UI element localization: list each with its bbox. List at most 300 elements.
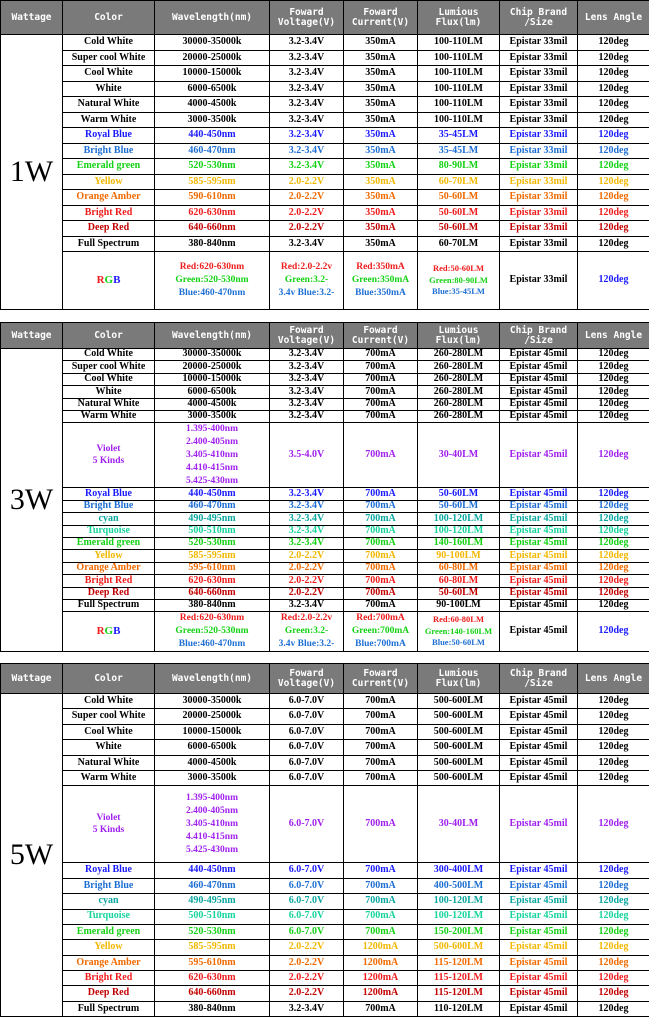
- cell-line: Green:80-90LM: [429, 274, 488, 285]
- table-row: [1, 562, 649, 574]
- header-text: Foward: [289, 667, 324, 679]
- rgb-lens-text: 120deg: [598, 625, 629, 637]
- cell-line: Green:520-530nm: [175, 275, 249, 286]
- color-cell: Bright Red: [63, 971, 155, 986]
- voltage-cell: 3.2-3.4V: [270, 159, 344, 175]
- flux-cell: 260-280LM: [418, 373, 500, 385]
- rgb-label: RGB: [96, 273, 121, 286]
- voltage-cell: 3.2-3.4V: [270, 112, 344, 128]
- cell-line: Green:700mA: [351, 626, 410, 637]
- header-text: Current(V): [351, 16, 410, 28]
- current-cell: 700mA: [344, 562, 418, 574]
- header-text: Flux(lm): [435, 677, 482, 689]
- cell-line: Blue:350mA: [355, 287, 406, 298]
- current-header: [344, 1, 418, 35]
- flux-cell: 100-110LM: [418, 97, 500, 113]
- chip-cell: Epistar 33mil: [500, 190, 578, 206]
- color-cell: Warm White: [63, 112, 155, 128]
- chip-cell: Epistar 45mil: [500, 423, 578, 488]
- wavelength-cell: 500-510nm: [155, 909, 270, 924]
- chip-cell: Epistar 33mil: [500, 143, 578, 159]
- wavelength-cell: 460-470nm: [155, 878, 270, 893]
- lens-cell: 120deg: [578, 986, 649, 1001]
- current-cell: 350mA: [344, 221, 418, 237]
- flux-cell: 260-280LM: [418, 361, 500, 373]
- wavelength-header: [155, 323, 270, 349]
- header-text: Lumious: [438, 667, 479, 679]
- chip-cell: Epistar 45mil: [500, 361, 578, 373]
- wattage-label: 5W: [1, 694, 63, 1017]
- table-row: [1, 410, 649, 422]
- voltage-header: [270, 1, 344, 35]
- header-text: Foward: [363, 667, 398, 679]
- flux-cell: 60-80LM: [418, 575, 500, 587]
- wavelength-cell: [155, 252, 270, 310]
- current-cell: 350mA: [344, 159, 418, 175]
- current-cell: 700mA: [344, 599, 418, 611]
- flux-cell: 260-280LM: [418, 410, 500, 422]
- wavelength-cell: 10000-15000k: [155, 66, 270, 82]
- chip-cell: Epistar 45mil: [500, 398, 578, 410]
- lens-cell: 120deg: [578, 599, 649, 611]
- color-cell: Yellow: [63, 940, 155, 955]
- wavelength-cell: 620-630nm: [155, 205, 270, 221]
- table-row: [1, 755, 649, 770]
- current-cell: 700mA: [344, 373, 418, 385]
- current-cell: 700mA: [344, 488, 418, 500]
- flux-cell: 140-160LM: [418, 537, 500, 549]
- header-text: Foward: [289, 324, 324, 336]
- header-text: Voltage(V): [277, 16, 336, 28]
- wattage-header: [1, 664, 63, 694]
- lens-cell: 120deg: [578, 863, 649, 878]
- wavelength-cell: 595-610nm: [155, 955, 270, 970]
- lens-cell: 120deg: [578, 525, 649, 537]
- table-row: [1, 694, 649, 709]
- cell-line: Red:2.0-2.2v: [280, 262, 333, 273]
- lens-cell: [578, 252, 649, 310]
- lens-cell: 120deg: [578, 878, 649, 893]
- current-cell: 700mA: [344, 709, 418, 724]
- lens-cell: 120deg: [578, 35, 649, 51]
- lens-cell: 120deg: [578, 221, 649, 237]
- flux-cell: 50-60LM: [418, 221, 500, 237]
- wattage-header: [1, 323, 63, 349]
- voltage-cell: 3.2-3.4V: [270, 97, 344, 113]
- lens-cell: 120deg: [578, 66, 649, 82]
- color-cell: Orange Amber: [63, 562, 155, 574]
- color-cell: Yellow: [63, 174, 155, 190]
- wavelength-cell: 4000-4500k: [155, 755, 270, 770]
- cell-line: Red:60-80LM: [433, 614, 484, 625]
- header-text: Lens Angle: [584, 11, 643, 23]
- table-row: [1, 599, 649, 611]
- flux-cell: 260-280LM: [418, 349, 500, 361]
- wavelength-cell: 20000-25000k: [155, 50, 270, 66]
- voltage-cell: 2.0-2.2V: [270, 971, 344, 986]
- chip-cell: Epistar 33mil: [500, 66, 578, 82]
- color-cell: Emerald green: [63, 159, 155, 175]
- table-row: [1, 97, 649, 113]
- current-cell: 700mA: [344, 909, 418, 924]
- table-row: [1, 398, 649, 410]
- cell-line: Blue:50-60LM: [432, 637, 485, 648]
- voltage-cell: 3.2-3.4V: [270, 50, 344, 66]
- chip-cell: Epistar 45mil: [500, 986, 578, 1001]
- cell-line: Red:700mA: [356, 613, 405, 624]
- header-row: [1, 664, 649, 694]
- current-cell: 700mA: [344, 878, 418, 893]
- flux-cell: 260-280LM: [418, 398, 500, 410]
- color-cell: Natural White: [63, 97, 155, 113]
- voltage-header: [270, 323, 344, 349]
- cell-line: Red:620-630nm: [179, 613, 245, 624]
- header-text: Voltage(V): [277, 677, 336, 689]
- voltage-cell: 3.2-3.4V: [270, 349, 344, 361]
- color-cell: Emerald green: [63, 924, 155, 939]
- current-cell: 350mA: [344, 143, 418, 159]
- flux-cell: 100-110LM: [418, 35, 500, 51]
- wavelength-cell: 460-470nm: [155, 500, 270, 512]
- flux-cell: 500-600LM: [418, 709, 500, 724]
- table-row: [1, 143, 649, 159]
- voltage-cell: 3.2-3.4V: [270, 410, 344, 422]
- header-text: Voltage(V): [277, 334, 336, 346]
- header-text: Foward: [363, 6, 398, 18]
- current-cell: 350mA: [344, 50, 418, 66]
- chip-cell: Epistar 33mil: [500, 205, 578, 221]
- color-cell: Full Spectrum: [63, 599, 155, 611]
- lens-cell: 120deg: [578, 537, 649, 549]
- chip-cell: Epistar 45mil: [500, 1001, 578, 1016]
- voltage-cell: 3.2-3.4V: [270, 537, 344, 549]
- color-cell: Bright Blue: [63, 500, 155, 512]
- header-text: Lumious: [438, 6, 479, 18]
- current-cell: 700mA: [344, 786, 418, 863]
- table-row: [1, 221, 649, 237]
- header-text: /Size: [524, 677, 553, 689]
- table-row: [1, 537, 649, 549]
- current-cell: 350mA: [344, 35, 418, 51]
- table-row: [1, 924, 649, 939]
- cell-line: 5.425-430nm: [186, 844, 238, 855]
- flux-cell: 300-400LM: [418, 863, 500, 878]
- header-text: Wavelength(nm): [171, 329, 253, 341]
- lens-cell: 120deg: [578, 786, 649, 863]
- color-cell: Deep Red: [63, 221, 155, 237]
- wavelength-cell: 640-660nm: [155, 986, 270, 1001]
- lens-cell: 120deg: [578, 159, 649, 175]
- current-header: [344, 664, 418, 694]
- voltage-cell: 6.0-7.0V: [270, 786, 344, 863]
- table-row: [1, 81, 649, 97]
- current-cell: 700mA: [344, 525, 418, 537]
- chip-cell: Epistar 45mil: [500, 537, 578, 549]
- header-text: Wavelength(nm): [171, 672, 253, 684]
- lens-cell: 120deg: [578, 955, 649, 970]
- flux-header: [418, 664, 500, 694]
- color-cell: Orange Amber: [63, 955, 155, 970]
- header-text: Wavelength(nm): [171, 11, 253, 23]
- color-header: [63, 323, 155, 349]
- cell-line: Violet: [96, 443, 121, 454]
- cell-line: 3.4v Blue:3.2-: [278, 287, 335, 298]
- flux-cell: 400-500LM: [418, 878, 500, 893]
- color-cell: Warm White: [63, 770, 155, 785]
- cell-line: Blue:700mA: [355, 638, 406, 649]
- flux-cell: 115-120LM: [418, 955, 500, 970]
- chip-cell: Epistar 33mil: [500, 221, 578, 237]
- chip-cell: Epistar 45mil: [500, 612, 578, 651]
- header-text: Color: [94, 672, 123, 684]
- color-cell: Cool White: [63, 724, 155, 739]
- wavelength-cell: 4000-4500k: [155, 97, 270, 113]
- current-cell: 700mA: [344, 537, 418, 549]
- cell-line: Green:140-160LM: [424, 625, 493, 636]
- spec-table-3w: [0, 322, 649, 652]
- color-cell: [63, 612, 155, 651]
- header-text: Foward: [289, 6, 324, 18]
- current-cell: 1200mA: [344, 971, 418, 986]
- table-row: [1, 1001, 649, 1016]
- color-cell: Deep Red: [63, 986, 155, 1001]
- chip-cell: Epistar 45mil: [500, 863, 578, 878]
- color-cell: Warm White: [63, 410, 155, 422]
- header-text: Lens Angle: [584, 329, 643, 341]
- table-row: [1, 373, 649, 385]
- cell-line: 4.410-415nm: [186, 831, 238, 842]
- current-cell: 350mA: [344, 236, 418, 252]
- chip-cell: Epistar 45mil: [500, 562, 578, 574]
- table-row: [1, 50, 649, 66]
- flux-header: [418, 323, 500, 349]
- voltage-cell: 2.0-2.2V: [270, 575, 344, 587]
- current-cell: 700mA: [344, 575, 418, 587]
- cell-line: 3.405-410nm: [186, 449, 238, 460]
- header-text: Chip Brand: [509, 667, 568, 679]
- current-cell: 700mA: [344, 924, 418, 939]
- wavelength-cell: 6000-6500k: [155, 81, 270, 97]
- lens-cell: 120deg: [578, 97, 649, 113]
- voltage-cell: 2.0-2.2V: [270, 174, 344, 190]
- chip-cell: Epistar 33mil: [500, 174, 578, 190]
- voltage-cell: 3.2-3.4V: [270, 66, 344, 82]
- voltage-cell: 6.0-7.0V: [270, 878, 344, 893]
- voltage-cell: 3.2-3.4V: [270, 35, 344, 51]
- wavelength-cell: 520-530nm: [155, 159, 270, 175]
- cell-line: Blue:460-470nm: [178, 287, 246, 298]
- voltage-cell: 6.0-7.0V: [270, 770, 344, 785]
- wavelength-cell: 620-630nm: [155, 575, 270, 587]
- chip-cell: Epistar 45mil: [500, 894, 578, 909]
- voltage-cell: 3.2-3.4V: [270, 525, 344, 537]
- flux-header: [418, 1, 500, 35]
- color-cell: Royal Blue: [63, 128, 155, 144]
- voltage-cell: 2.0-2.2V: [270, 550, 344, 562]
- wattage-label: 3W: [1, 349, 63, 652]
- current-cell: 700mA: [344, 423, 418, 488]
- lens-cell: 120deg: [578, 361, 649, 373]
- wavelength-cell: 30000-35000k: [155, 349, 270, 361]
- voltage-cell: 6.0-7.0V: [270, 909, 344, 924]
- voltage-cell: 3.5-4.0V: [270, 423, 344, 488]
- wavelength-cell: 380-840nm: [155, 599, 270, 611]
- flux-cell: 50-60LM: [418, 587, 500, 599]
- flux-cell: 35-45LM: [418, 143, 500, 159]
- flux-cell: 110-120LM: [418, 1001, 500, 1016]
- chip-cell: Epistar 33mil: [500, 159, 578, 175]
- current-cell: 700mA: [344, 386, 418, 398]
- color-cell: Super cool White: [63, 50, 155, 66]
- chip-cell: Epistar 45mil: [500, 386, 578, 398]
- color-cell: Bright Red: [63, 205, 155, 221]
- current-cell: 350mA: [344, 174, 418, 190]
- lens-cell: 120deg: [578, 373, 649, 385]
- cell-line: 3.405-410nm: [186, 818, 238, 829]
- table-row: [1, 909, 649, 924]
- wavelength-cell: 3000-3500k: [155, 410, 270, 422]
- chip-cell: Epistar 33mil: [500, 112, 578, 128]
- wavelength-cell: 460-470nm: [155, 143, 270, 159]
- chip-cell: Epistar 33mil: [500, 81, 578, 97]
- voltage-cell: [270, 252, 344, 310]
- flux-cell: 30-40LM: [418, 423, 500, 488]
- flux-cell: 500-600LM: [418, 694, 500, 709]
- current-cell: 1200mA: [344, 986, 418, 1001]
- table-row: [1, 513, 649, 525]
- wavelength-cell: 20000-25000k: [155, 361, 270, 373]
- chip-cell: Epistar 33mil: [500, 35, 578, 51]
- flux-cell: 60-80LM: [418, 562, 500, 574]
- color-cell: Emerald green: [63, 537, 155, 549]
- current-cell: 700mA: [344, 587, 418, 599]
- wavelength-cell: 520-530nm: [155, 924, 270, 939]
- rgb-lens-text: 120deg: [598, 274, 629, 286]
- cell-line: Green:3.2-: [284, 275, 329, 286]
- table-row: [1, 940, 649, 955]
- header-row: [1, 323, 649, 349]
- chip-cell: Epistar 45mil: [500, 909, 578, 924]
- wavelength-cell: 585-595nm: [155, 550, 270, 562]
- color-cell: Cool White: [63, 373, 155, 385]
- wavelength-cell: 585-595nm: [155, 940, 270, 955]
- table-row: [1, 349, 649, 361]
- current-cell: 350mA: [344, 66, 418, 82]
- voltage-cell: 3.2-3.4V: [270, 599, 344, 611]
- wavelength-cell: 490-495nm: [155, 513, 270, 525]
- table-row: [1, 550, 649, 562]
- cell-line: Violet: [96, 812, 121, 823]
- wavelength-cell: [155, 612, 270, 651]
- table-row: [1, 236, 649, 252]
- flux-cell: 100-110LM: [418, 50, 500, 66]
- voltage-cell: 2.0-2.2V: [270, 955, 344, 970]
- cell-line: 3.4v Blue:3.2-: [278, 638, 335, 649]
- color-cell: Natural White: [63, 755, 155, 770]
- chip-cell: Epistar 45mil: [500, 770, 578, 785]
- current-header: [344, 323, 418, 349]
- table-row: [1, 971, 649, 986]
- cell-line: 5 Kinds: [92, 825, 125, 836]
- cell-line: 2.400-405nm: [186, 806, 238, 817]
- flux-cell: 80-90LM: [418, 159, 500, 175]
- table-row: [1, 35, 649, 51]
- color-cell: White: [63, 81, 155, 97]
- cell-line: Red:350mA: [356, 262, 405, 273]
- lens-cell: [578, 612, 649, 651]
- chip-cell: Epistar 45mil: [500, 786, 578, 863]
- flux-cell: 90-100LM: [418, 550, 500, 562]
- lens-cell: 120deg: [578, 398, 649, 410]
- current-cell: 700mA: [344, 740, 418, 755]
- lens-cell: 120deg: [578, 909, 649, 924]
- color-cell: Natural White: [63, 398, 155, 410]
- flux-cell: 50-60LM: [418, 205, 500, 221]
- chip-cell: Epistar 45mil: [500, 587, 578, 599]
- header-row: [1, 1, 649, 35]
- wavelength-cell: [155, 423, 270, 488]
- voltage-cell: 2.0-2.2V: [270, 562, 344, 574]
- lens-header: [578, 664, 649, 694]
- chip-cell: Epistar 45mil: [500, 525, 578, 537]
- current-cell: 700mA: [344, 770, 418, 785]
- current-cell: 350mA: [344, 112, 418, 128]
- voltage-cell: 2.0-2.2V: [270, 221, 344, 237]
- cell-line: Green:350mA: [351, 275, 410, 286]
- voltage-cell: 6.0-7.0V: [270, 755, 344, 770]
- voltage-cell: 3.2-3.4V: [270, 361, 344, 373]
- current-cell: 700mA: [344, 1001, 418, 1016]
- cell-line: 5 Kinds: [92, 456, 125, 467]
- wavelength-cell: 595-610nm: [155, 562, 270, 574]
- voltage-cell: 3.2-3.4V: [270, 236, 344, 252]
- flux-cell: 500-600LM: [418, 740, 500, 755]
- lens-cell: 120deg: [578, 423, 649, 488]
- chip-cell: Epistar 45mil: [500, 955, 578, 970]
- current-cell: 700mA: [344, 550, 418, 562]
- lens-cell: 120deg: [578, 894, 649, 909]
- voltage-cell: 6.0-7.0V: [270, 894, 344, 909]
- wavelength-cell: 640-660nm: [155, 587, 270, 599]
- lens-header: [578, 323, 649, 349]
- current-cell: 1200mA: [344, 955, 418, 970]
- voltage-cell: 3.2-3.4V: [270, 1001, 344, 1016]
- voltage-cell: 2.0-2.2V: [270, 587, 344, 599]
- chip-cell: Epistar 45mil: [500, 513, 578, 525]
- voltage-cell: 3.2-3.4V: [270, 81, 344, 97]
- cell-line: Green:3.2-: [284, 626, 329, 637]
- wavelength-cell: 3000-3500k: [155, 770, 270, 785]
- wavelength-cell: 380-840nm: [155, 1001, 270, 1016]
- lens-cell: 120deg: [578, 724, 649, 739]
- voltage-cell: 6.0-7.0V: [270, 709, 344, 724]
- lens-cell: 120deg: [578, 410, 649, 422]
- flux-cell: 60-70LM: [418, 236, 500, 252]
- current-cell: 700mA: [344, 894, 418, 909]
- table-row: [1, 500, 649, 512]
- table-row: [1, 66, 649, 82]
- table-row: [1, 587, 649, 599]
- color-cell: Full Spectrum: [63, 1001, 155, 1016]
- voltage-cell: 6.0-7.0V: [270, 863, 344, 878]
- spec-table-5w: [0, 663, 649, 1017]
- table-row: [1, 863, 649, 878]
- lens-cell: 120deg: [578, 81, 649, 97]
- header-text: Chip Brand: [509, 6, 568, 18]
- wavelength-cell: 440-450nm: [155, 488, 270, 500]
- table-row: [1, 986, 649, 1001]
- current-cell: 350mA: [344, 128, 418, 144]
